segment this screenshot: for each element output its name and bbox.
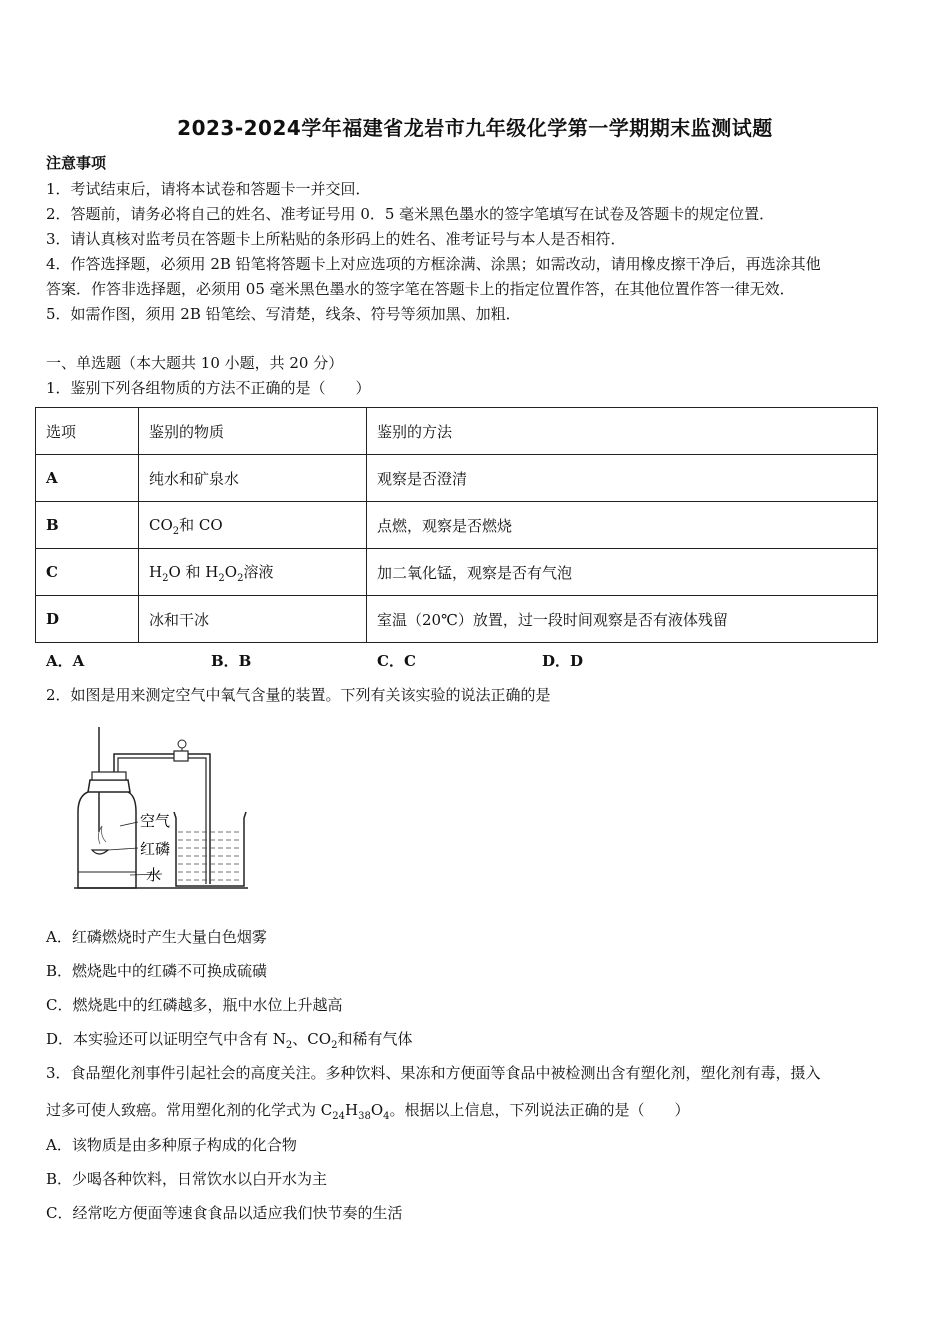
section-heading: 一、单选题（本大题共 10 小题，共 20 分） (46, 354, 344, 372)
row-method: 观察是否澄清 (367, 455, 878, 502)
q1-option-a: A．A (46, 652, 85, 670)
q2-option-c: C．燃烧匙中的红磷越多，瓶中水位上升越高 (46, 996, 343, 1014)
clamp-screw (178, 740, 186, 748)
q1-stem: 1．鉴别下列各组物质的方法不正确的是（ ） (46, 379, 371, 397)
row-method: 室温（20℃）放置，过一段时间观察是否有液体残留 (367, 596, 878, 643)
notice-heading: 注意事项 (46, 154, 107, 172)
row-substance: 纯水和矿泉水 (139, 455, 367, 502)
row-option: A (36, 455, 139, 502)
table-row (36, 455, 878, 502)
oxygen-apparatus-figure (70, 722, 260, 892)
q3-option-b: B．少喝各种饮料，日常饮水以白开水为主 (46, 1170, 328, 1188)
notice-item: 5．如需作图，须用 2B 铅笔绘、写清楚，线条、符号等须加黑、加粗． (46, 305, 521, 323)
row-option: C (36, 549, 139, 596)
row-option: B (36, 502, 139, 549)
row-substance: $CO_2$和 CO (139, 502, 367, 549)
notice-item: 4．作答选择题，必须用 2B 铅笔将答题卡上对应选项的方框涂满、涂黑；如需改动，请用橡皮擦干净后，再选涂其他 (46, 255, 821, 273)
table-row (36, 549, 878, 596)
label-red-phosphorus: 红磷 (140, 840, 171, 858)
row-method: 点燃，观察是否燃烧 (367, 502, 878, 549)
q3-option-a: A．该物质是由多种原子构成的化合物 (46, 1136, 297, 1154)
q2-option-b: B．燃烧匙中的红磷不可换成硫磺 (46, 962, 268, 980)
q2-option-d: D．本实验还可以证明空气中含有 $N_2$、$CO_2$和稀有气体 (46, 1030, 413, 1051)
table-row (36, 596, 878, 643)
q1-option-c: C．C (377, 652, 416, 670)
notice-item: 3．请认真核对监考员在答题卡上所粘贴的条形码上的姓名、准考证号与本人是否相符． (46, 230, 626, 248)
q2-stem: 2．如图是用来测定空气中氧气含量的装置。下列有关该实验的说法正确的是 (46, 686, 551, 704)
stopper-top (92, 772, 126, 780)
q3-stem-line1: 3．食品塑化剂事件引起社会的高度关注。多种饮料、果冻和方便面等食品中被检测出含有塑化剂，塑化剂有毒，摄入 (46, 1064, 821, 1082)
combustion-spoon (92, 850, 108, 854)
gas-bottle (78, 792, 136, 888)
q3-stem-line2: 过多可使人致癌。常用塑化剂的化学式为 $C_{24}H_{38}O_4$。根据以上信息，下列说法正确的是（ ） (46, 1101, 690, 1122)
notice-item: 2．答题前，请务必将自己的姓名、准考证号用 0．5 毫米黑色墨水的签字笔填写在试卷及答题卡的规定位置． (46, 205, 775, 223)
table-header-row (36, 408, 878, 455)
row-option: D (36, 596, 139, 643)
label-air: 空气 (140, 812, 171, 830)
clamp (174, 751, 188, 761)
header-method: 鉴别的方法 (367, 408, 878, 455)
q1-option-b: B．B (211, 652, 252, 670)
header-option: 选项 (36, 408, 139, 455)
stopper (88, 780, 130, 792)
row-method: 加二氧化锰，观察是否有气泡 (367, 549, 878, 596)
q2-option-a: A．红磷燃烧时产生大量白色烟雾 (46, 928, 267, 946)
header-substance: 鉴别的物质 (139, 408, 367, 455)
notice-item: 1．考试结束后，请将本试卷和答题卡一并交回． (46, 180, 371, 198)
row-substance: $H_2O$ 和 $H_2O_2$溶液 (139, 549, 367, 596)
row-substance: 冰和干冰 (139, 596, 367, 643)
exam-title: 2023-2024学年福建省龙岩市九年级化学第一学期期末监测试题 (177, 116, 773, 140)
q1-table (35, 407, 878, 643)
q3-option-c: C．经常吃方便面等速食食品以适应我们快节奏的生活 (46, 1204, 403, 1222)
label-water: 水 (146, 866, 162, 884)
table-row (36, 502, 878, 549)
notice-item: 答案．作答非选择题，必须用 05 毫米黑色墨水的签字笔在答题卡上的指定位置作答，在其他位置作答一律无效． (46, 280, 795, 298)
q1-option-d: D．D (542, 652, 584, 670)
